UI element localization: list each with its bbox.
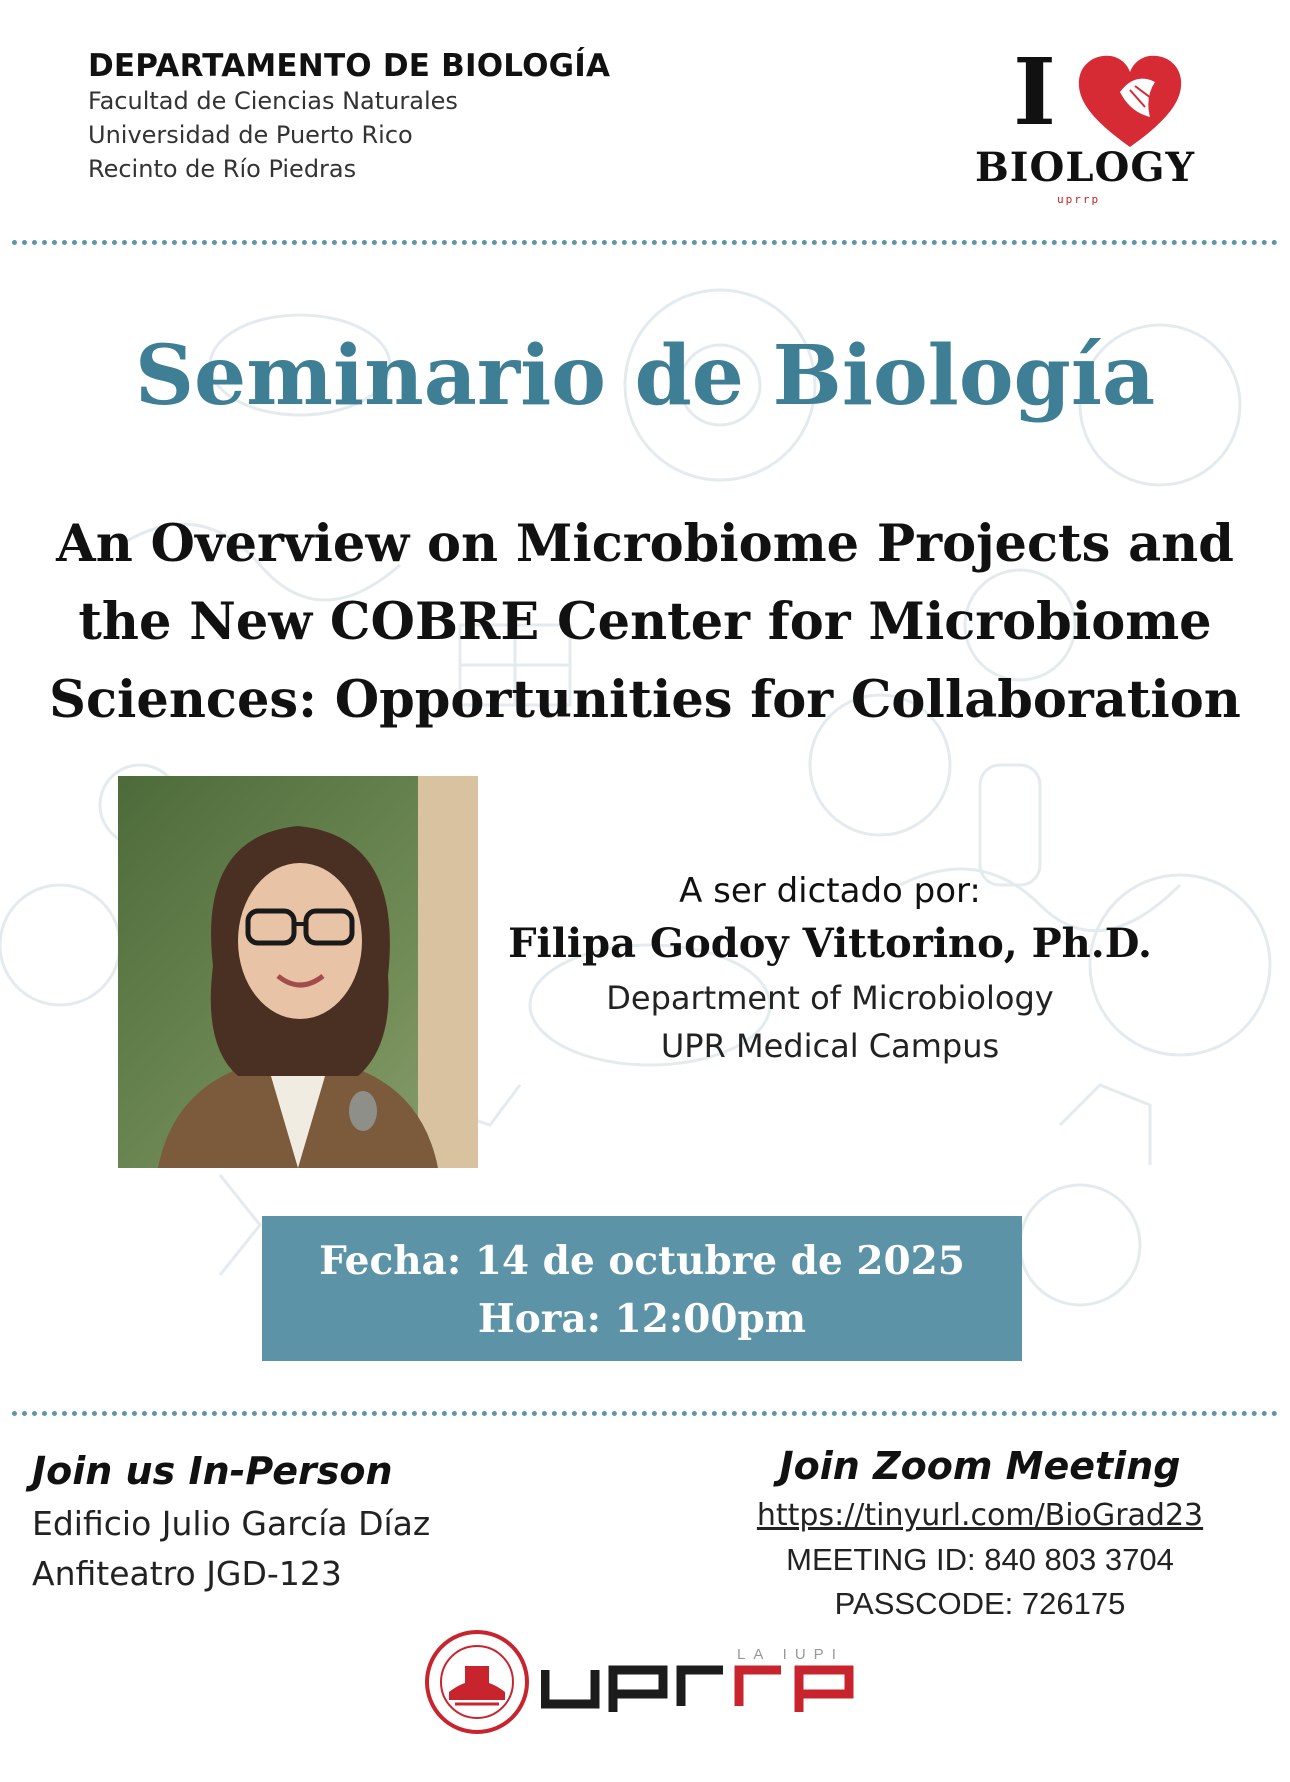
zoom-heading: Join Zoom Meeting: [779, 1444, 1181, 1488]
speaker-department: Department of Microbiology: [606, 979, 1054, 1017]
zoom-section: [700, 1438, 1260, 1626]
date-time-box: [262, 1216, 1022, 1361]
talk-title: An Overview on Microbiome Projects and the New COBRE Center for Microbiome Sciences: Opportunities for Collaboration: [49, 514, 1241, 730]
department-header: [88, 48, 610, 186]
presented-by-label: A ser dictado por:: [679, 871, 981, 911]
passcode: PASSCODE: 726175: [834, 1586, 1126, 1621]
i-love-biology-logo: [975, 38, 1225, 211]
event-date: Fecha: 14 de octubre de 2025: [319, 1238, 965, 1284]
bottom-dotted-divider: [12, 1411, 1278, 1416]
logo-letter: I: [1013, 38, 1057, 146]
logo-small-text: uprrp: [1057, 193, 1101, 206]
in-person-section: [32, 1443, 430, 1599]
logo-word: BIOLOGY: [975, 144, 1196, 191]
heart-icon: [1075, 52, 1185, 152]
speaker-name: Filipa Godoy Vittorino, Ph.D.: [508, 920, 1152, 967]
seminar-title: Seminario de Biología: [134, 328, 1156, 424]
zoom-link[interactable]: https://tinyurl.com/BioGrad23: [756, 1498, 1204, 1533]
event-time: Hora: 12:00pm: [477, 1296, 807, 1342]
speaker-institution: UPR Medical Campus: [660, 1027, 1000, 1065]
top-dotted-divider: [12, 240, 1278, 245]
department-name: DEPARTAMENTO DE BIOLOGÍA: [88, 48, 611, 84]
in-person-heading: Join us In-Person: [32, 1449, 393, 1493]
footer-tagline: LA IUPI: [737, 1646, 844, 1663]
room-name: Anfiteatro JGD-123: [32, 1554, 342, 1593]
university-name: Universidad de Puerto Rico: [88, 121, 413, 149]
building-name: Edificio Julio García Díaz: [32, 1504, 431, 1543]
faculty-name: Facultad de Ciencias Naturales: [88, 87, 458, 115]
campus-name: Recinto de Río Piedras: [88, 155, 357, 183]
meeting-id: MEETING ID: 840 803 3704: [786, 1542, 1174, 1577]
uprrp-footer-logo: [425, 1630, 865, 1740]
speaker-photo: [118, 776, 478, 1168]
speaker-info: [490, 868, 1170, 1070]
university-seal-icon: [425, 1630, 529, 1734]
